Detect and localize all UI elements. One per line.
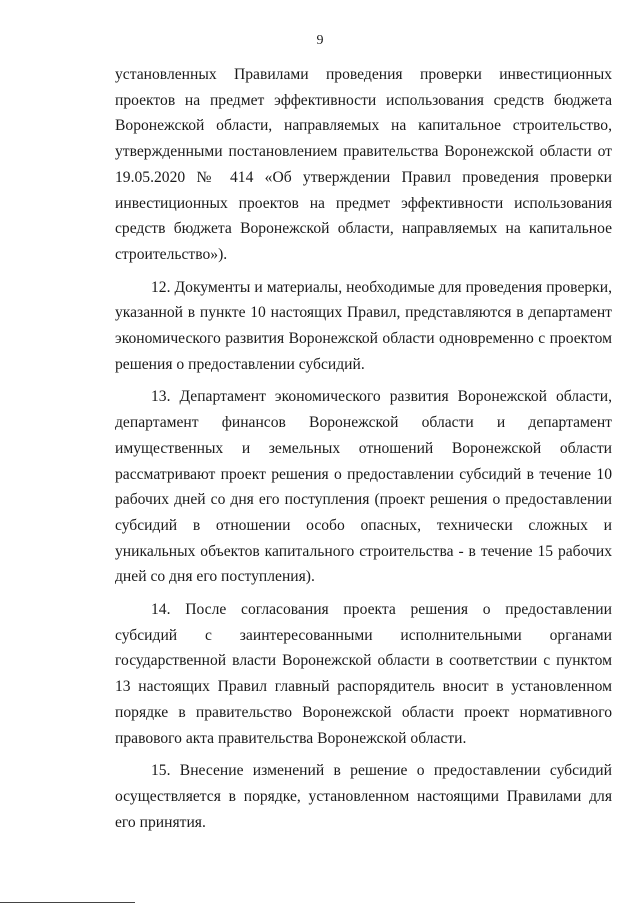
paragraph-continuation: установленных Правилами проведения проверки инвестиционных проектов на предмет эффективности использования средств бюджета Воронежской области, направляемых на капитальное строительство, утвержденными постановлением правительства Воронежской области от 19.05.2020 № 414 «Об утверждении Правил проведения проверки инвестиционных проектов на предмет эффективности использования средств бюджета Воронежской области, направляемых на капитальное строительство»). (115, 66, 612, 263)
document-body (115, 62, 612, 835)
paragraph-14: 14. После согласования проекта решения о предоставлении субсидий с заинтересованными исполнительными органами государственной власти Воронежской области в соответствии с пунктом 13 настоящих Правил главный распорядитель вносит в установленном порядке в правительство Воронежской области проект нормативного правового акта правительства Воронежской области. (115, 601, 612, 747)
paragraph-12: 12. Документы и материалы, необходимые для проведения проверки, указанной в пункте 10 настоящих Правил, представляются в департамент экономического развития Воронежской области одновременно с проектом решения о предоставлении субсидий. (115, 278, 612, 373)
footer-rule (0, 902, 135, 903)
paragraph-13: 13. Департамент экономического развития Воронежской области, департамент финансов Воронежской области и департамент имущественных и земельных отношений Воронежской области рассматривают проект решения о предоставлении субсидий в течение 10 рабочих дней со дня его поступления (проект решения о предоставлении субсидий в отношении особо опасных, технически сложных и уникальных объектов капитального строительства - в течение 15 рабочих дней со дня его поступления). (115, 388, 612, 586)
page-number: 9 (316, 33, 324, 48)
paragraph-15: 15. Внесение изменений в решение о предоставлении субсидий осуществляется в порядке, установленном настоящими Правилами для его принятия. (115, 762, 612, 831)
